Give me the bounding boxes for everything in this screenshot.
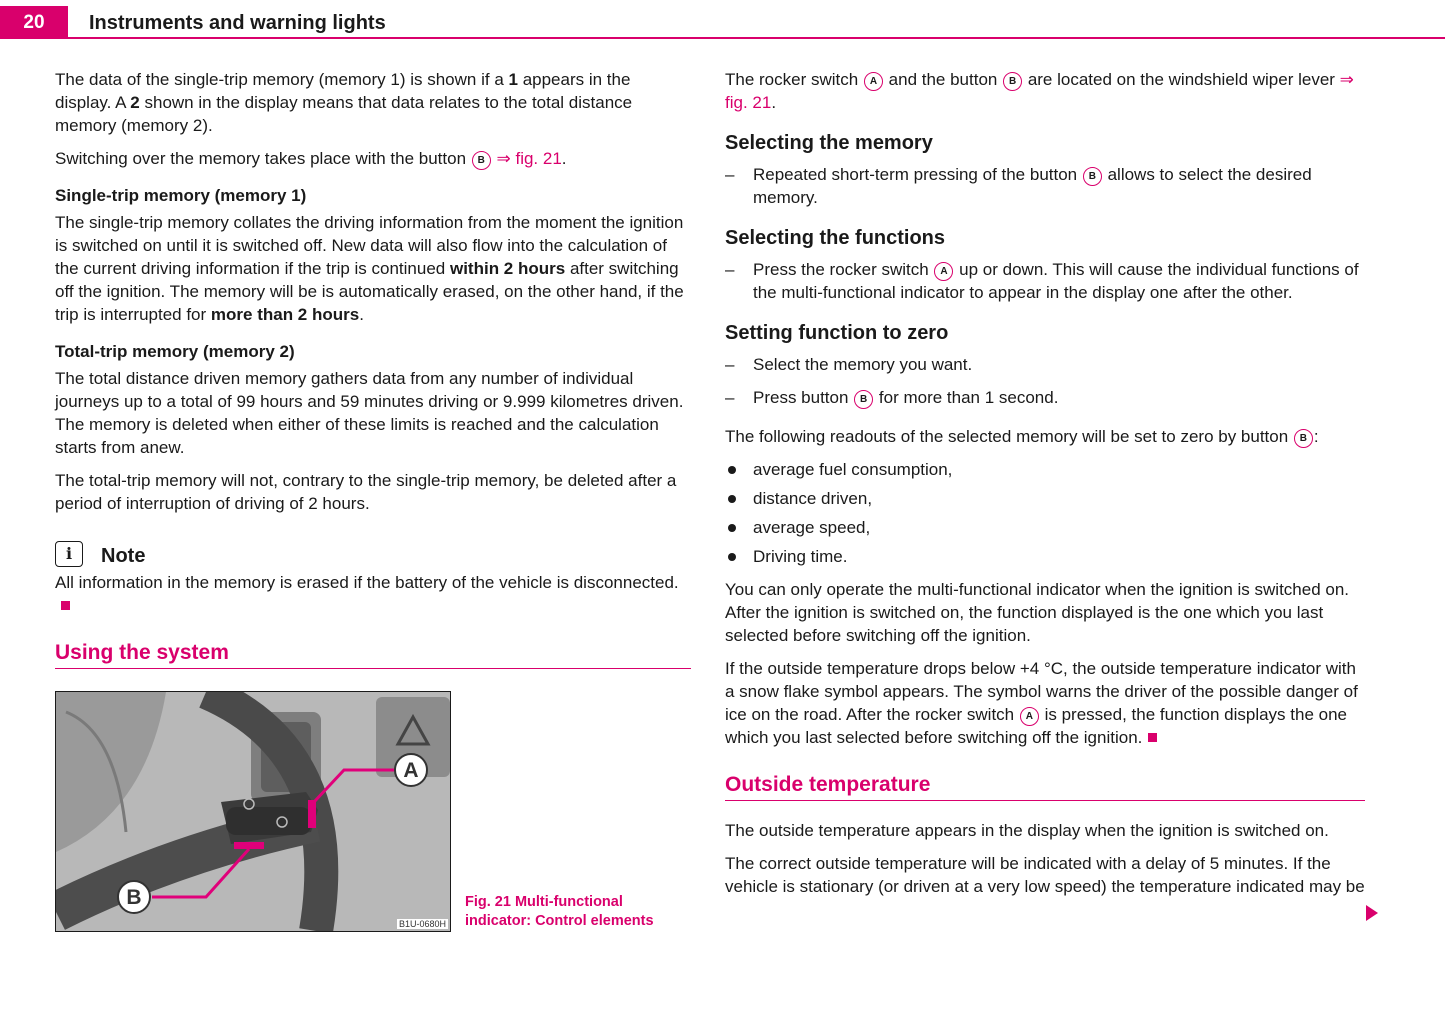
paragraph-outside-temp-delay: The correct outside temperature will be indicated with a delay of 5 minutes. If the vehicle is stationary (or driven at a very low speed) the temperature indicated may be xyxy=(725,854,1365,896)
paragraph-total-trip-interruption: The total-trip memory will not, contrary to the single-trip memory, be deleted after a period of interruption of driving of 2 hours. xyxy=(55,471,677,513)
button-b-marker: B xyxy=(1003,72,1022,91)
step-select-memory: – Repeated short-term pressing of the button B allows to select the desired memory. xyxy=(725,165,1312,207)
note-heading xyxy=(55,541,691,571)
end-of-section-marker xyxy=(61,601,70,610)
fig-21-link[interactable]: ⇒ fig. 21 xyxy=(496,149,562,168)
right-column xyxy=(725,68,1365,908)
page-header xyxy=(0,0,1445,42)
list-item: average fuel consumption, xyxy=(725,458,1365,481)
left-column xyxy=(55,68,691,669)
paragraph-outside-temp: The outside temperature appears in the display when the ignition is switched on. xyxy=(725,821,1329,840)
list-item: average speed, xyxy=(725,516,1365,539)
list-item: distance driven, xyxy=(725,487,1365,510)
info-icon: i xyxy=(55,541,83,567)
figure-label-a: A xyxy=(403,759,419,782)
paragraph-ignition: You can only operate the multi-functional indicator when the ignition is switched on. After the ignition is switched on, the function displayed is the one which you last selected before switching off the ignition. xyxy=(725,580,1350,645)
end-of-section-marker xyxy=(1148,733,1157,742)
steering-column-illustration xyxy=(56,692,450,931)
subheading-single-trip: Single-trip memory (memory 1) xyxy=(55,186,307,205)
step-select-memory-zero: – Select the memory you want. xyxy=(725,355,973,374)
fig-21-link[interactable]: ⇒ fig. 21 xyxy=(725,70,1354,112)
paragraph-switching: Switching over the memory takes place with the button B ⇒ fig. 21. xyxy=(55,149,567,168)
step-press-button: – Press button B for more than 1 second. xyxy=(725,388,1059,407)
switch-a-marker: A xyxy=(864,72,883,91)
paragraph-readouts: The following readouts of the selected memory will be set to zero by button B : xyxy=(725,427,1319,446)
button-b-marker: B xyxy=(854,390,873,409)
page-number: 20 xyxy=(0,6,68,39)
header-title: Instruments and warning lights xyxy=(89,12,386,34)
subheading-total-trip: Total-trip memory (memory 2) xyxy=(55,342,295,361)
note-title: Note xyxy=(101,545,146,567)
switch-a-marker: A xyxy=(934,262,953,281)
section-outside-temperature: Outside temperature xyxy=(725,773,1365,801)
switch-a-marker: A xyxy=(1020,707,1039,726)
note-text: All information in the memory is erased if the battery of the vehicle is disconnected. xyxy=(55,571,691,617)
continue-arrow-icon xyxy=(1366,905,1378,921)
header-rule xyxy=(68,37,1445,39)
button-b-marker: B xyxy=(1083,167,1102,186)
figure-label-b: B xyxy=(126,886,142,909)
list-item: Driving time. xyxy=(725,545,1365,568)
heading-setting-zero: Setting function to zero xyxy=(725,322,949,344)
button-b-marker: B xyxy=(1294,429,1313,448)
heading-selecting-memory: Selecting the memory xyxy=(725,132,933,154)
paragraph-single-trip: The single-trip memory collates the driving information from the moment the ignition is switched on until it is switched off. New data will also flow into the calculation of the current driving information if the trip is continued within 2 hours after switching off the ignition. The memory will be is automatically erased, on the other hand, if the trip is interrupted for more than 2 hours. xyxy=(55,213,684,324)
section-using-the-system: Using the system xyxy=(55,641,691,669)
figure-caption: Fig. 21 Multi-functional indicator: Control elements xyxy=(465,894,654,929)
paragraph-temperature-warning: If the outside temperature drops below +4 °C, the outside temperature indicator with a snow flake symbol appears. The symbol warns the driver of the possible danger of ice on the road. After the rocker switch A is pressed, the function displays the one which you last selected before switching off the ignition. xyxy=(725,659,1358,747)
figure-code: B1U-0680H xyxy=(398,919,446,929)
step-rocker-switch: – Press the rocker switch A up or down. This will cause the individual functions of the multi-functional indicator to appear in the display one after the other. xyxy=(725,260,1359,302)
button-b-marker: B xyxy=(472,151,491,170)
paragraph-location: The rocker switch A and the button B are located on the windshield wiper lever ⇒ fig. 21. xyxy=(725,70,1354,112)
paragraph-memory-display: The data of the single-trip memory (memory 1) is shown if a 1 appears in the display. A 2 shown in the display means that data relates to the total distance memory (memory 2). xyxy=(55,70,633,135)
figure-21-image xyxy=(55,691,451,932)
heading-selecting-functions: Selecting the functions xyxy=(725,227,946,249)
paragraph-total-trip: The total distance driven memory gathers data from any number of individual journeys up to a total of 99 hours and 59 minutes driving or 9.999 kilometres driven. The memory is deleted when either of these limits is reached and the calculation starts from anew. xyxy=(55,369,684,457)
